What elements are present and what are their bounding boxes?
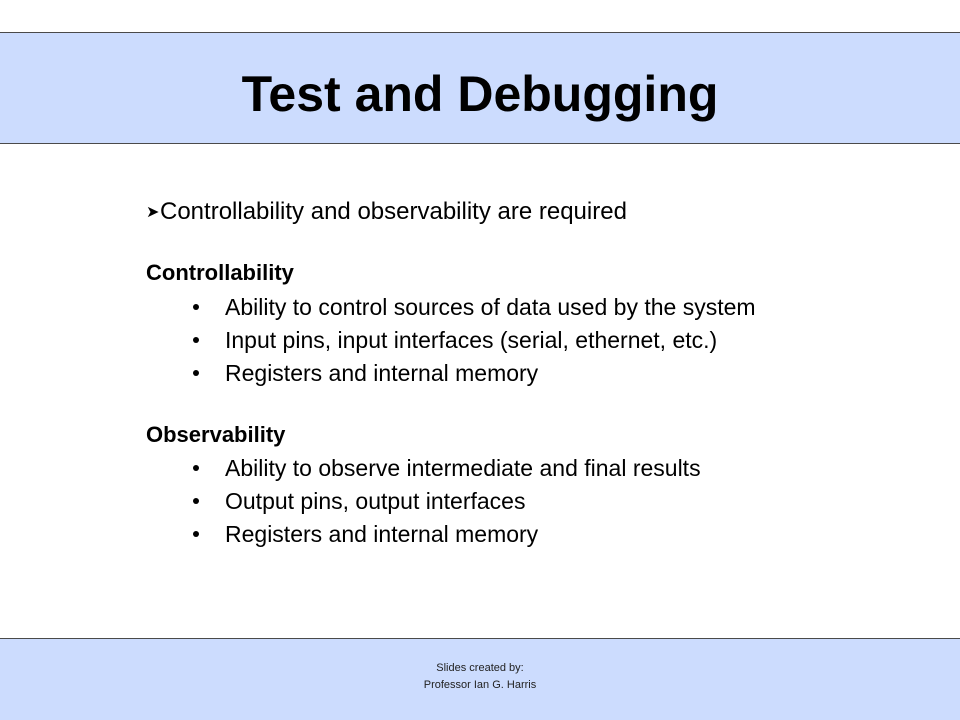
footer-credit-line2: Professor Ian G. Harris [423,679,537,691]
observability-list [193,452,701,551]
list-item: Output pins, output interfaces [193,485,701,518]
list-item: Ability to observe intermediate and final results [193,452,701,485]
list-item: Input pins, input interfaces (serial, ethernet, etc.) [193,324,756,357]
list-item: Registers and internal memory [193,357,756,390]
arrow-bullet-icon: ➤ [146,204,160,221]
bullet-dot-icon [193,531,199,537]
list-item: Registers and internal memory [193,518,701,551]
bullet-dot-icon [193,304,199,310]
section-heading-controllability: Controllability [146,260,294,285]
intro-line [146,196,627,229]
bullet-dot-icon [193,465,199,471]
list-item: Ability to control sources of data used by the system [193,291,756,324]
intro-text: Controllability and observability are required [160,198,627,225]
bullet-dot-icon [193,498,199,504]
slide-title: Test and Debugging [241,66,719,122]
footer-credit-line1: Slides created by: [436,662,524,674]
controllability-list [193,291,756,390]
section-heading-observability: Observability [146,422,286,447]
bullet-dot-icon [193,370,199,376]
bullet-dot-icon [193,337,199,343]
